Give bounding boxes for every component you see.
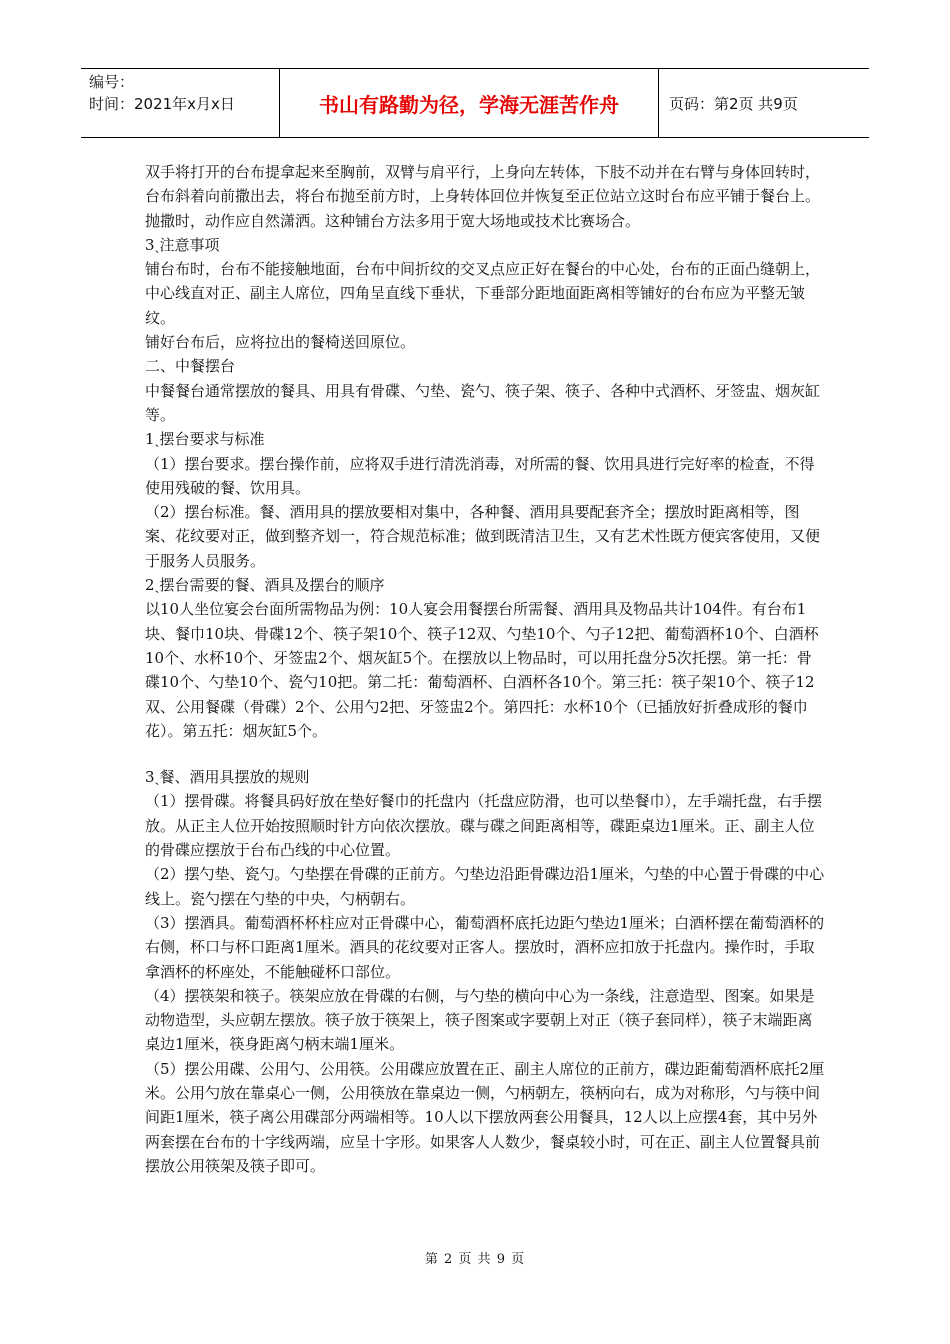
page-footer: 第 2 页 共 9 页 xyxy=(424,1252,526,1267)
section-heading: 1ˎ摆台要求与标准 xyxy=(145,430,265,449)
header-meta xyxy=(81,69,279,137)
page-header xyxy=(81,68,869,138)
section-heading: 二、中餐摆台 xyxy=(145,357,236,376)
paragraph: 中餐餐台通常摆放的餐具、用具有骨碟、勺垫、瓷勺、筷子架、筷子、各种中式酒杯、牙签盅、烟灰缸等。 xyxy=(145,381,821,424)
section-heading: 3ˎ注意事项 xyxy=(145,235,220,254)
paragraph: （1）摆骨碟。将餐具码好放在垫好餐巾的托盘内（托盘应防滑，也可以垫餐巾），左手端托盘，右手摆放。从正主人位开始按照顺时针方向依次摆放。碟与碟之间距离相等，碟距桌边1厘米。正、副主人位的骨碟应摆放于台布凸线的中心位置。 xyxy=(145,792,823,860)
section-heading: 3ˎ餐、酒用具摆放的规则 xyxy=(145,768,310,787)
paragraph: （2）摆勺垫、瓷勺。勺垫摆在骨碟的正前方。勺垫边沿距骨碟边沿1厘米，勺垫的中心置于骨碟的中心线上。瓷勺摆在勺垫的中央，勺柄朝右。 xyxy=(145,865,825,908)
paragraph: 以10人坐位宴会台面所需物品为例：10人宴会用餐摆台所需餐、酒用具及物品共计104件。有台布1块、餐巾10块、骨碟12个、筷子架10个、筷子12双、勺垫10个、勺子12把、葡萄酒杯10个、白酒杯10个、水杯10个、牙签盅2个、烟灰缸5个。在摆放以上物品时，可以用托盘分5次托摆。第一托：骨碟10个、勺垫10个、瓷勺10把。第二托：葡萄酒杯、白酒杯各10个。第三托：筷子架10个、筷子12双、公用餐碟（骨碟）2个、公用勺2把、牙签盅2个。第四托：水杯10个（已插放好折叠成形的餐巾花）。第五托：烟灰缸5个。 xyxy=(145,600,819,740)
paragraph: （4）摆筷架和筷子。筷架应放在骨碟的右侧，与勺垫的横向中心为一条线，注意造型、图案。如果是动物造型，头应朝左摆放。筷子放于筷架上，筷子图案或字要朝上对正（筷子套同样），筷子末端距离桌边1厘米，筷身距离勺柄末端1厘米。 xyxy=(145,986,815,1054)
header-motto: 书山有路勤为径，学海无涯苦作舟 xyxy=(279,69,659,137)
header-page-label: 页码：第2页 共9页 xyxy=(669,94,798,113)
paragraph: 铺台布时，台布不能接触地面，台布中间折纹的交叉点应正好在餐台的中心处，台布的正面凸缝朝上，中心线直对正、副主人席位，四角呈直线下垂状，下垂部分距地面距离相等铺好的台布应为平整无皱纹。 xyxy=(145,260,821,327)
section-heading: 2ˎ摆台需要的餐、酒具及摆台的顺序 xyxy=(145,576,385,595)
paragraph: （5）摆公用碟、公用勺、公用筷。公用碟应放置在正、副主人席位的正前方，碟边距葡萄酒杯底托2厘米。公用勺放在靠桌心一侧，公用筷放在靠桌边一侧，勺柄朝左，筷柄向右，成为对称形，勺与筷中间间距1厘米，筷子离公用碟部分两端相等。10人以下摆放两套公用餐具，12人以上应摆4套，其中另外两套摆在台布的十字线两端，应呈十字形。如果客人人数少，餐桌较小时，可在正、副主人位置餐具前摆放公用筷架及筷子即可。 xyxy=(145,1059,825,1175)
doc-number-label: 编号： xyxy=(89,73,135,91)
paragraph: （1）摆台要求。摆台操作前，应将双手进行清洗消毒，对所需的餐、饮用具进行完好率的检查，不得使用残破的餐、饮用具。 xyxy=(145,454,815,497)
body-text xyxy=(145,160,825,1178)
paragraph: （3）摆酒具。葡萄酒杯杯柱应对正骨碟中心，葡萄酒杯底托边距勺垫边1厘米；白酒杯摆在葡萄酒杯的右侧，杯口与杯口距离1厘米。酒具的花纹要对正客人。摆放时，酒杯应扣放于托盘内。操作时，手取拿酒杯的杯座处，不能触碰杯口部位。 xyxy=(145,913,825,981)
paragraph: （2）摆台标准。餐、酒用具的摆放要相对集中，各种餐、酒用具要配套齐全；摆放时距离相等，图案、花纹要对正，做到整齐划一，符合规范标准；做到既清洁卫生，又有艺术性既方便宾客使用，又便于服务人员服务。 xyxy=(145,503,821,570)
doc-date-label: 时间：2021年x月x日 xyxy=(89,95,235,113)
paragraph: 双手将打开的台布提拿起来至胸前，双臂与肩平行，上身向左转体，下肢不动并在右臂与身体回转时，台布斜着向前撒出去，将台布抛至前方时，上身转体回位并恢复至正位站立这时台布应平铺于餐台上。抛撒时，动作应自然潇洒。这种铺台方法多用于宽大场地或技术比赛场合。 xyxy=(145,163,821,230)
paragraph: 铺好台布后，应将拉出的餐椅送回原位。 xyxy=(145,333,416,352)
